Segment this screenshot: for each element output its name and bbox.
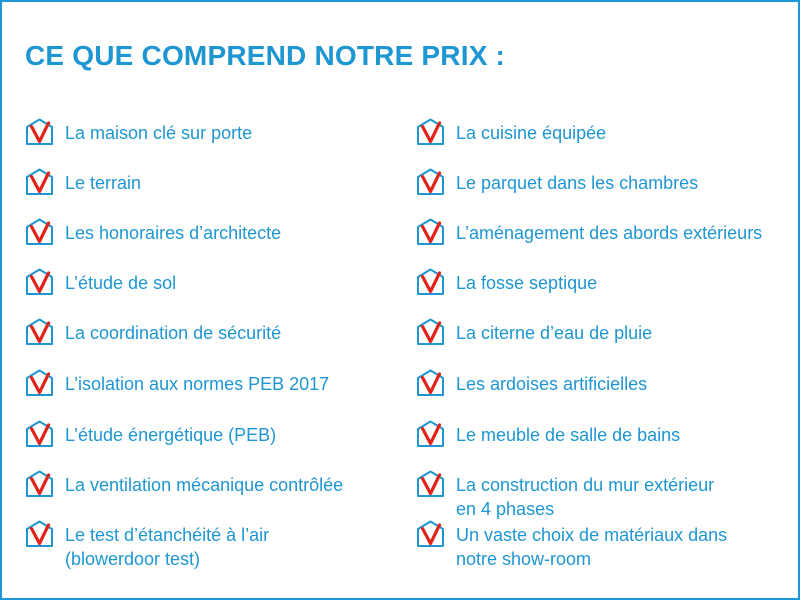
list-item-label xyxy=(456,321,652,345)
list-item xyxy=(416,372,647,396)
house-check-icon xyxy=(25,168,55,195)
list-item-label xyxy=(65,321,281,345)
list-item-label xyxy=(65,473,343,497)
house-check-icon xyxy=(416,520,446,547)
list-item-label xyxy=(456,473,714,521)
list-item-label xyxy=(65,423,276,447)
list-item-line: Le parquet dans les chambres xyxy=(456,173,699,193)
house-check-icon xyxy=(416,420,446,447)
house-check-icon xyxy=(416,118,446,145)
list-item xyxy=(416,473,714,521)
list-item-label xyxy=(65,523,269,571)
list-item-line: La maison clé sur porte xyxy=(65,123,253,143)
list-item xyxy=(25,372,329,396)
list-item xyxy=(25,271,176,295)
list-item xyxy=(416,321,652,345)
house-check-icon xyxy=(25,420,55,447)
list-item-label xyxy=(65,221,281,245)
list-item xyxy=(25,321,281,345)
list-item-label xyxy=(456,372,647,396)
list-item-line: L’étude énergétique (PEB) xyxy=(65,425,277,445)
list-item-line: La cuisine équipée xyxy=(456,123,607,143)
list-item-label xyxy=(65,372,329,396)
list-item-label xyxy=(65,271,176,295)
list-item xyxy=(416,221,762,245)
list-item xyxy=(416,121,606,145)
list-item-line: notre show-room xyxy=(456,549,592,569)
list-item-line: en 4 phases xyxy=(456,499,555,519)
house-check-icon xyxy=(25,218,55,245)
list-item-line: Le meuble de salle de bains xyxy=(456,425,681,445)
list-item xyxy=(416,423,680,447)
list-item-label xyxy=(456,121,606,145)
list-item xyxy=(25,473,343,497)
list-item-line: Le test d’étanchéité à l’air xyxy=(65,525,270,545)
house-check-icon xyxy=(416,268,446,295)
list-item-label xyxy=(456,423,680,447)
list-item-line: L’aménagement des abords extérieurs xyxy=(456,223,763,243)
house-check-icon xyxy=(416,218,446,245)
house-check-icon xyxy=(25,318,55,345)
list-item-label xyxy=(65,121,252,145)
house-check-icon xyxy=(416,168,446,195)
list-item-line: La citerne d’eau de pluie xyxy=(456,323,653,343)
list-item-line: L’étude de sol xyxy=(65,273,177,293)
list-item-label xyxy=(456,221,762,245)
house-check-icon xyxy=(416,318,446,345)
list-item-line: Les ardoises artificielles xyxy=(456,374,648,394)
list-item-line: Le terrain xyxy=(65,173,142,193)
list-item-line: La fosse septique xyxy=(456,273,598,293)
house-check-icon xyxy=(25,118,55,145)
list-item xyxy=(25,423,276,447)
list-item-line: L’isolation aux normes PEB 2017 xyxy=(65,374,330,394)
list-item-label xyxy=(65,171,141,195)
list-item-label xyxy=(456,523,727,571)
house-check-icon xyxy=(25,268,55,295)
list-item-line: La coordination de sécurité xyxy=(65,323,282,343)
house-check-icon xyxy=(416,369,446,396)
house-check-icon xyxy=(416,470,446,497)
house-check-icon xyxy=(25,470,55,497)
list-item-line: La construction du mur extérieur xyxy=(456,475,715,495)
list-item-line: (blowerdoor test) xyxy=(65,549,201,569)
list-item xyxy=(25,171,141,195)
house-check-icon xyxy=(25,520,55,547)
list-item xyxy=(416,271,597,295)
page-title: CE QUE COMPREND NOTRE PRIX : xyxy=(25,40,506,71)
list-item-line: Les honoraires d’architecte xyxy=(65,223,282,243)
list-item xyxy=(25,221,281,245)
list-item xyxy=(416,171,698,195)
house-check-icon xyxy=(25,369,55,396)
list-item xyxy=(25,121,252,145)
list-item xyxy=(25,523,269,571)
list-item-label xyxy=(456,171,698,195)
list-item xyxy=(416,523,727,571)
list-item-label xyxy=(456,271,597,295)
list-item-line: La ventilation mécanique contrôlée xyxy=(65,475,344,495)
list-item-line: Un vaste choix de matériaux dans xyxy=(456,525,728,545)
